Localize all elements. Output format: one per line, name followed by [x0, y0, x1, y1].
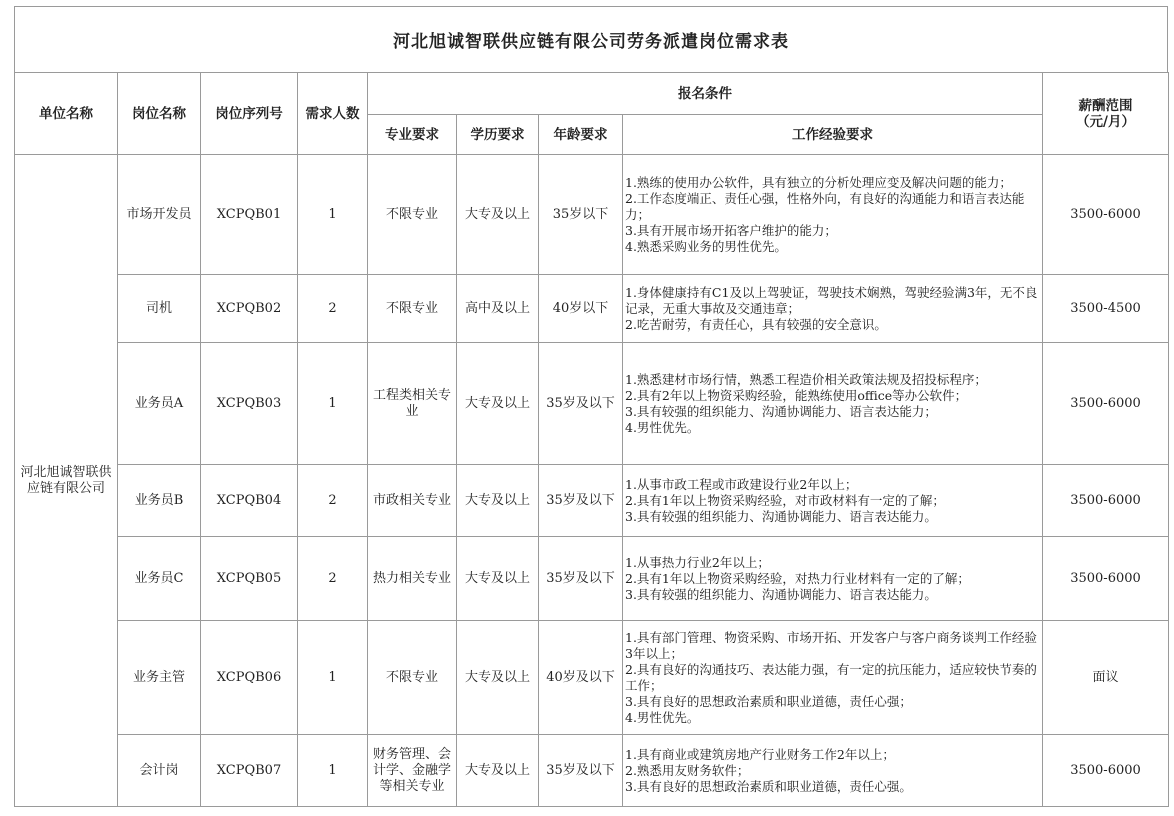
- header-position: 岗位名称: [118, 73, 201, 155]
- age-cell: 35岁以下: [539, 155, 623, 275]
- salary-cell: 3500-6000: [1043, 735, 1169, 807]
- experience-line: 2.吃苦耐劳，有责任心，具有较强的安全意识。: [625, 316, 887, 332]
- salary-cell: 3500-4500: [1043, 275, 1169, 343]
- experience-line: 3.具有较强的组织能力、沟通协调能力、语言表达能力。: [625, 586, 937, 602]
- experience-line: 1.具有商业或建筑房地产行业财务工作2年以上；: [625, 746, 895, 762]
- experience-cell: [623, 275, 1043, 343]
- table-row: [15, 275, 1169, 343]
- code-cell: XCPQB01: [201, 155, 298, 275]
- education-cell: 大专及以上: [457, 537, 539, 621]
- header-count: 需求人数: [298, 73, 368, 155]
- job-requirement-sheet: [14, 6, 1168, 816]
- header-code: 岗位序列号: [201, 73, 298, 155]
- education-cell: 大专及以上: [457, 465, 539, 537]
- salary-cell: 3500-6000: [1043, 343, 1169, 465]
- experience-line: 3.具有开展市场开拓客户维护的能力；: [625, 222, 837, 238]
- count-cell: 1: [298, 621, 368, 735]
- table-row: [15, 537, 1169, 621]
- age-cell: 35岁及以下: [539, 465, 623, 537]
- position-cell: 业务员C: [118, 537, 201, 621]
- education-cell: 大专及以上: [457, 155, 539, 275]
- age-cell: 40岁以下: [539, 275, 623, 343]
- experience-line: 2.熟悉用友财务软件；: [625, 762, 750, 778]
- count-cell: 2: [298, 537, 368, 621]
- experience-line: 1.从事市政工程或市政建设行业2年以上；: [625, 476, 858, 492]
- code-cell: XCPQB05: [201, 537, 298, 621]
- position-cell: 业务主管: [118, 621, 201, 735]
- experience-line: 4.熟悉采购业务的男性优先。: [625, 238, 787, 254]
- experience-line: 3.具有良好的思想政治素质和职业道德，责任心强；: [625, 693, 912, 709]
- count-cell: 1: [298, 155, 368, 275]
- experience-cell: [623, 465, 1043, 537]
- major-cell: 工程类相关专业: [368, 343, 457, 465]
- header-unit: 单位名称: [15, 73, 118, 155]
- code-cell: XCPQB06: [201, 621, 298, 735]
- page-title: 河北旭诚智联供应链有限公司劳务派遣岗位需求表: [393, 32, 789, 52]
- table-row: [15, 343, 1169, 465]
- experience-line: 1.从事热力行业2年以上；: [625, 554, 770, 570]
- experience-line: 3.具有较强的组织能力、沟通协调能力、语言表达能力；: [625, 403, 937, 419]
- education-cell: 高中及以上: [457, 275, 539, 343]
- table-row: [15, 735, 1169, 807]
- experience-line: 1.熟悉建材市场行情，熟悉工程造价相关政策法规及招投标程序；: [625, 371, 987, 387]
- experience-line: 4.男性优先。: [625, 709, 700, 725]
- title-cell: [14, 6, 1168, 72]
- education-cell: 大专及以上: [457, 735, 539, 807]
- experience-line: 2.工作态度端正、责任心强，性格外向，有良好的沟通能力和语言表达能力；: [625, 190, 1025, 222]
- position-cell: 业务员B: [118, 465, 201, 537]
- major-cell: 不限专业: [368, 275, 457, 343]
- count-cell: 2: [298, 275, 368, 343]
- header-salary-line1: 薪酬范围: [1078, 97, 1133, 114]
- experience-line: 2.具有1年以上物资采购经验，对热力行业材料有一定的了解；: [625, 570, 970, 586]
- header-conditions: 报名条件: [368, 73, 1043, 115]
- experience-cell: [623, 155, 1043, 275]
- code-cell: XCPQB02: [201, 275, 298, 343]
- table-row: [15, 155, 1169, 275]
- experience-line: 3.具有较强的组织能力、沟通协调能力、语言表达能力。: [625, 508, 937, 524]
- experience-line: 1.熟练的使用办公软件，具有独立的分析处理应变及解决问题的能力；: [625, 174, 1012, 190]
- age-cell: 35岁及以下: [539, 537, 623, 621]
- header-experience: 工作经验要求: [623, 115, 1043, 155]
- salary-cell: 3500-6000: [1043, 155, 1169, 275]
- education-cell: 大专及以上: [457, 343, 539, 465]
- code-cell: XCPQB07: [201, 735, 298, 807]
- position-cell: 业务员A: [118, 343, 201, 465]
- experience-cell: [623, 537, 1043, 621]
- position-cell: 司机: [118, 275, 201, 343]
- header-major: 专业要求: [368, 115, 457, 155]
- header-age: 年龄要求: [539, 115, 623, 155]
- experience-cell: [623, 343, 1043, 465]
- salary-cell: 3500-6000: [1043, 465, 1169, 537]
- count-cell: 1: [298, 735, 368, 807]
- code-cell: XCPQB03: [201, 343, 298, 465]
- code-cell: XCPQB04: [201, 465, 298, 537]
- age-cell: 35岁及以下: [539, 735, 623, 807]
- table-row: [15, 621, 1169, 735]
- header-education: 学历要求: [457, 115, 539, 155]
- salary-cell: 面议: [1043, 621, 1169, 735]
- requirement-table: [14, 72, 1169, 807]
- age-cell: 40岁及以下: [539, 621, 623, 735]
- position-cell: 会计岗: [118, 735, 201, 807]
- major-cell: 财务管理、会计学、金融学等相关专业: [368, 735, 457, 807]
- header-salary: [1043, 73, 1169, 155]
- education-cell: 大专及以上: [457, 621, 539, 735]
- count-cell: 2: [298, 465, 368, 537]
- salary-cell: 3500-6000: [1043, 537, 1169, 621]
- major-cell: 不限专业: [368, 155, 457, 275]
- major-cell: 市政相关专业: [368, 465, 457, 537]
- age-cell: 35岁及以下: [539, 343, 623, 465]
- table-row: [15, 465, 1169, 537]
- major-cell: 热力相关专业: [368, 537, 457, 621]
- experience-line: 3.具有良好的思想政治素质和职业道德，责任心强。: [625, 778, 912, 794]
- position-cell: 市场开发员: [118, 155, 201, 275]
- experience-line: 1.身体健康持有C1及以上驾驶证，驾驶技术娴熟，驾驶经验满3年，无不良记录，无重大事故及交通违章；: [625, 284, 1038, 316]
- experience-line: 2.具有2年以上物资采购经验，能熟练使用office等办公软件；: [625, 387, 968, 403]
- experience-line: 1.具有部门管理、物资采购、市场开拓、开发客户与客户商务谈判工作经验3年以上；: [625, 629, 1037, 661]
- header-salary-line2: （元/月）: [1076, 113, 1135, 130]
- experience-line: 4.男性优先。: [625, 419, 700, 435]
- experience-line: 2.具有良好的沟通技巧、表达能力强，有一定的抗压能力，适应较快节奏的工作；: [625, 661, 1037, 693]
- unit-name-cell: 河北旭诚智联供应链有限公司: [15, 155, 118, 807]
- experience-cell: [623, 621, 1043, 735]
- experience-cell: [623, 735, 1043, 807]
- major-cell: 不限专业: [368, 621, 457, 735]
- count-cell: 1: [298, 343, 368, 465]
- experience-line: 2.具有1年以上物资采购经验，对市政材料有一定的了解；: [625, 492, 945, 508]
